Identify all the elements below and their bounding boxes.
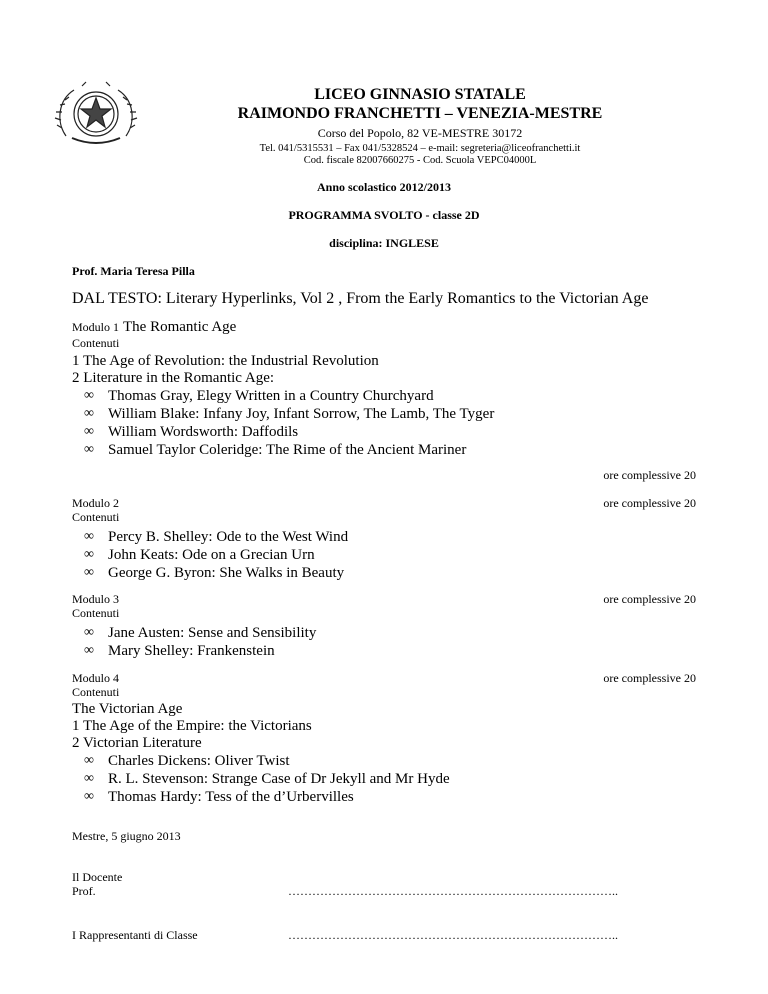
- module-hours: ore complessive 20: [603, 671, 696, 685]
- signature-line-representatives: ………………………………………………………………………..: [288, 928, 618, 942]
- list-item: ∞ Thomas Gray, Elegy Written in a Country Churchyard: [84, 388, 434, 404]
- module-line: 2 Literature in the Romantic Age:: [72, 370, 275, 386]
- list-item: ∞ Mary Shelley: Frankenstein: [84, 643, 275, 659]
- bullet-icon: ∞: [84, 388, 94, 403]
- list-item: ∞ Samuel Taylor Coleridge: The Rime of the Ancient Mariner: [84, 442, 467, 458]
- module-hours: ore complessive 20: [603, 592, 696, 606]
- module-hours: ore complessive 20: [603, 496, 696, 510]
- module-line: The Victorian Age: [72, 701, 183, 717]
- place-date: Mestre, 5 giugno 2013: [72, 829, 181, 843]
- list-item: ∞ George G. Byron: She Walks in Beauty: [84, 565, 345, 581]
- contents-label: Contenuti: [72, 336, 120, 350]
- representatives-label: I Rappresentanti di Classe: [72, 928, 198, 942]
- school-subtitle: RAIMONDO FRANCHETTI – VENEZIA-MESTRE: [237, 105, 603, 122]
- docente-label: Il Docente: [72, 870, 123, 884]
- list-item: ∞ Charles Dickens: Oliver Twist: [84, 753, 290, 769]
- school-contacts: Tel. 041/5315531 – Fax 041/5328524 – e-mail: segreteria@liceofranchetti.it: [259, 143, 581, 154]
- module-title: The Romantic Age: [123, 319, 237, 335]
- module-label: Modulo 2: [72, 496, 120, 510]
- module-line: 1 The Age of the Empire: the Victorians: [72, 718, 312, 734]
- list-item: ∞ Thomas Hardy: Tess of the d’Urbervilles: [84, 789, 354, 805]
- bullet-icon: ∞: [84, 565, 94, 580]
- list-item: ∞ Jane Austen: Sense and Sensibility: [84, 625, 317, 641]
- bullet-icon: ∞: [84, 529, 94, 544]
- module-1: [72, 318, 702, 459]
- bullet-icon: ∞: [84, 625, 94, 640]
- bullet-icon: ∞: [84, 643, 94, 658]
- bullet-icon: ∞: [84, 753, 94, 768]
- school-year: Anno scolastico 2012/2013: [316, 180, 451, 194]
- bullet-icon: ∞: [84, 789, 94, 804]
- school-codes: Cod. fiscale 82007660275 - Cod. Scuola VEPC04000L: [303, 155, 537, 166]
- list-item: ∞ William Blake: Infany Joy, Infant Sorrow, The Lamb, The Tyger: [84, 406, 495, 422]
- module-label: Modulo 4: [72, 671, 120, 685]
- contents-label: Contenuti: [72, 606, 120, 620]
- bullet-icon: ∞: [84, 406, 94, 421]
- module-label: Modulo 3: [72, 592, 120, 606]
- bullet-icon: ∞: [84, 771, 94, 786]
- emblem-logo: [52, 78, 140, 150]
- module-line: 1 The Age of Revolution: the Industrial Revolution: [72, 353, 379, 369]
- module-4: [72, 671, 702, 806]
- list-item: ∞ R. L. Stevenson: Strange Case of Dr Jekyll and Mr Hyde: [84, 771, 450, 787]
- program-title: PROGRAMMA SVOLTO - classe 2D: [288, 208, 480, 222]
- list-item: ∞ Percy B. Shelley: Ode to the West Wind: [84, 529, 349, 545]
- module-label: Modulo 1: [72, 320, 120, 334]
- school-name: LICEO GINNASIO STATALE: [314, 86, 526, 103]
- bullet-icon: ∞: [84, 547, 94, 562]
- textbook-title: DAL TESTO: Literary Hyperlinks, Vol 2 , From the Early Romantics to the Victorian Age: [72, 290, 649, 307]
- list-item: ∞ John Keats: Ode on a Grecian Urn: [84, 547, 315, 563]
- subject: disciplina: INGLESE: [329, 236, 439, 250]
- teacher-name: Prof. Maria Teresa Pilla: [72, 264, 195, 278]
- prof-label: Prof.: [72, 884, 96, 898]
- signature-line-docente: ………………………………………………………………………..: [288, 884, 618, 898]
- module-line: 2 Victorian Literature: [72, 735, 202, 751]
- bullet-icon: ∞: [84, 424, 94, 439]
- contents-label: Contenuti: [72, 510, 120, 524]
- school-address: Corso del Popolo, 82 VE-MESTRE 30172: [317, 126, 523, 140]
- contents-label: Contenuti: [72, 685, 120, 699]
- module-hours: ore complessive 20: [603, 468, 696, 482]
- bullet-icon: ∞: [84, 442, 94, 457]
- list-item: ∞ William Wordsworth: Daffodils: [84, 424, 299, 440]
